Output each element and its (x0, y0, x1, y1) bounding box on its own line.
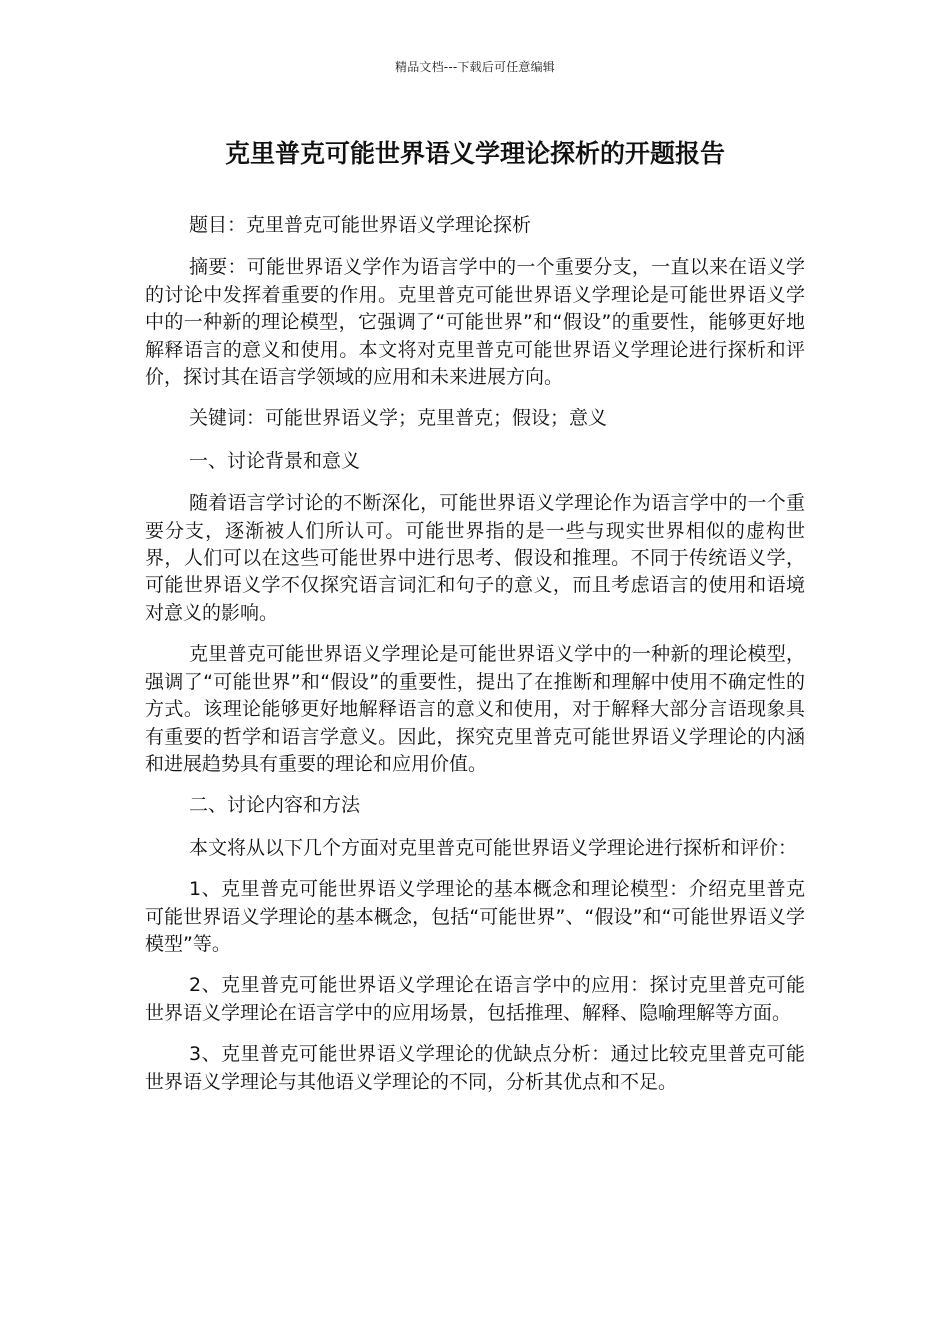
section-heading-background: 一、讨论背景和意义 (189, 449, 361, 472)
section-heading-content: 二、讨论内容和方法 (189, 794, 361, 817)
topic-line: 题目：克里普克可能世界语义学理论探析 (189, 214, 532, 236)
content-item-1: 1、克里普克可能世界语义学理论的基本概念和理论模型：介绍克里普克可能世界语义学理论的基本概念，包括“可能世界”、“假设”和“可能世界语义学模型”等。 (145, 878, 805, 955)
keywords-line: 关键词：可能世界语义学；克里普克；假设；意义 (189, 407, 608, 430)
background-paragraph-1: 随着语言学讨论的不断深化，可能世界语义学理论作为语言学中的一个重要分支，逐渐被人们所认可。可能世界指的是一些与现实世界相似的虚构世界，人们可以在这些可能世界中进行思考、假设和推理。不同于传统语义学，可能世界语义学不仅探究语言词汇和句子的意义，而且考虑语言的使用和语境对意义的影响。 (145, 492, 805, 624)
background-paragraph-2: 克里普克可能世界语义学理论是可能世界语义学中的一种新的理论模型，强调了“可能世界”和“假设”的重要性，提出了在推断和理解中使用不确定性的方式。该理论能够更好地解释语言的意义和使用，对于解释大部分言语现象具有重要的哲学和语言学意义。因此，探究克里普克可能世界语义学理论的内涵和进展趋势具有重要的理论和应用价值。 (145, 643, 805, 775)
document-title: 克里普克可能世界语义学理论探析的开题报告 (224, 139, 725, 168)
content-item-2: 2、克里普克可能世界语义学理论在语言学中的应用：探讨克里普克可能世界语义学理论在语言学中的应用场景，包括推理、解释、隐喻理解等方面。 (145, 974, 805, 1024)
document-body (145, 212, 805, 1110)
content-item-3: 3、克里普克可能世界语义学理论的优缺点分析：通过比较克里普克可能世界语义学理论与其他语义学理论的不同，分析其优点和不足。 (145, 1043, 805, 1093)
abstract-paragraph: 摘要：可能世界语义学作为语言学中的一个重要分支，一直以来在语义学的讨论中发挥着重要的作用。克里普克可能世界语义学理论是可能世界语义学中的一种新的理论模型，它强调了“可能世界”和“假设”的重要性，能够更好地解释语言的意义和使用。本文将对克里普克可能世界语义学理论进行探析和评价，探讨其在语言学领域的应用和未来进展方向。 (145, 256, 805, 389)
header-note: 精品文档---下载后可任意编辑 (395, 60, 555, 74)
content-intro-paragraph: 本文将从以下几个方面对克里普克可能世界语义学理论进行探析和评价： (189, 836, 798, 859)
